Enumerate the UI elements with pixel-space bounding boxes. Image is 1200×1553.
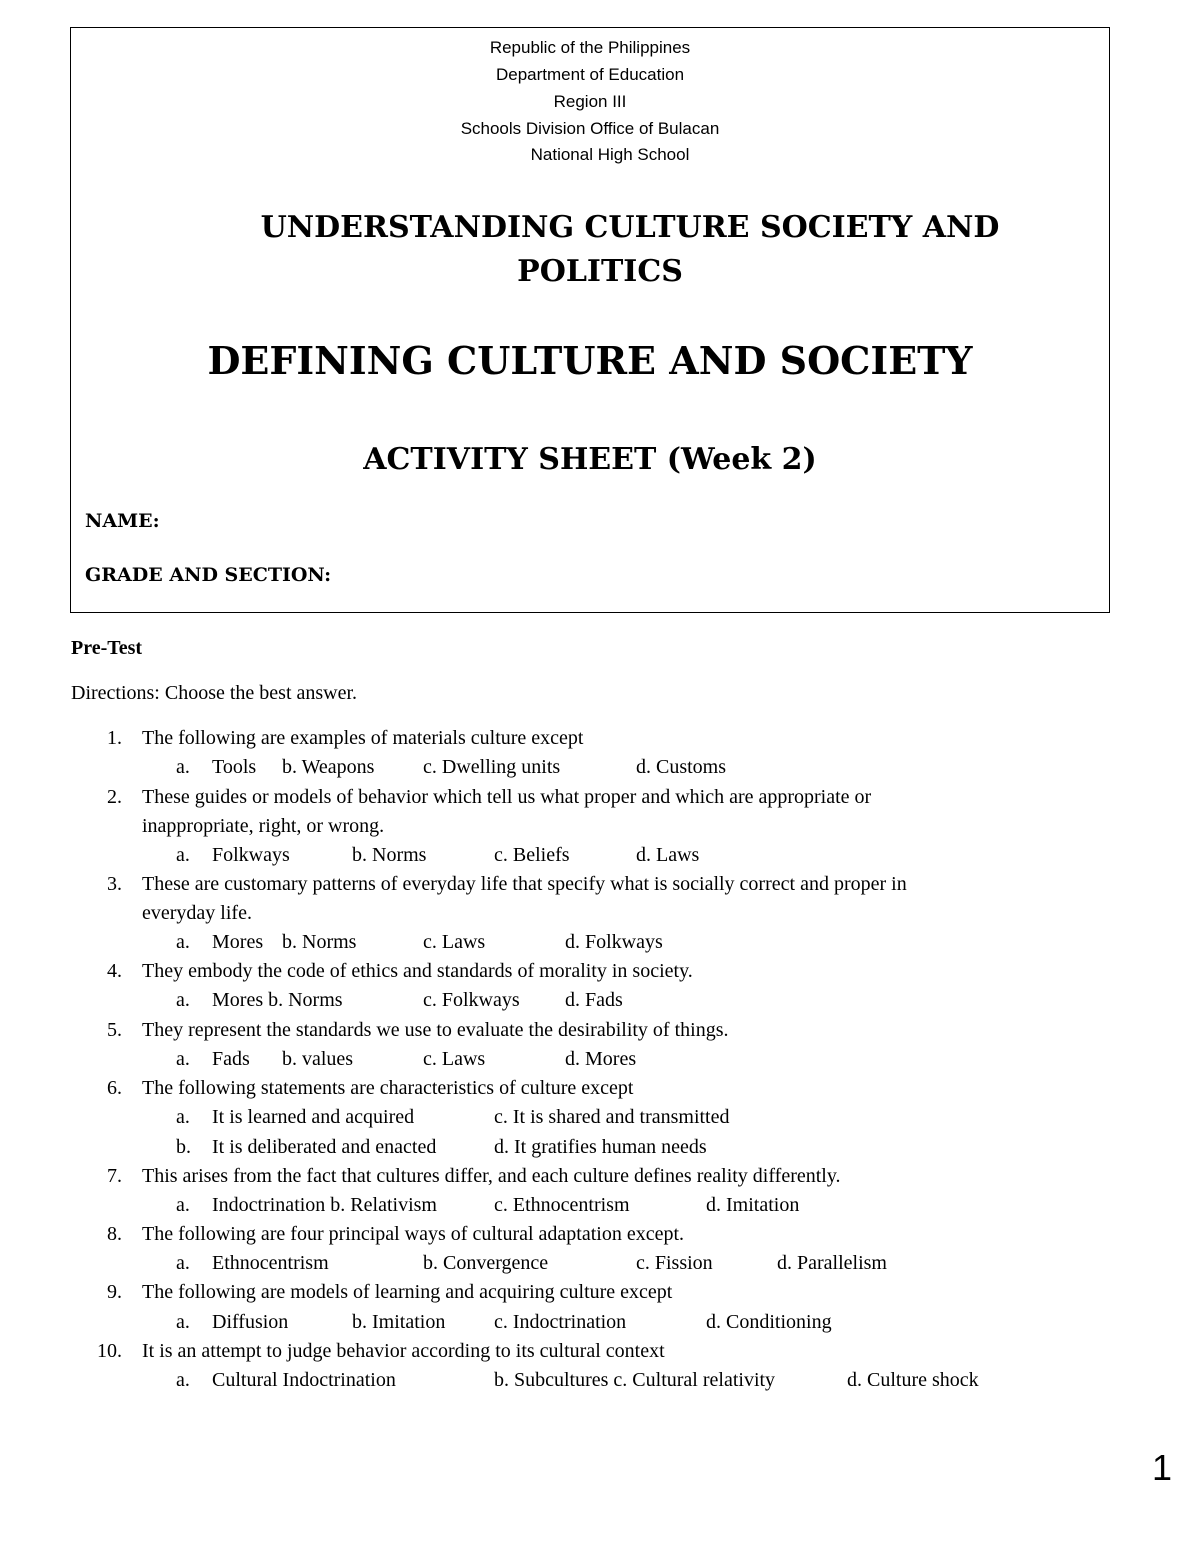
option-letter: a. xyxy=(176,1194,190,1216)
option: Cultural Indoctrination xyxy=(212,1369,396,1391)
option: b. Subcultures c. Cultural relativity xyxy=(494,1369,776,1391)
option: d. Fads xyxy=(565,989,623,1011)
option: b. values xyxy=(282,1048,354,1070)
question-text: This arises from the fact that cultures differ, and each culture defines reality differently. xyxy=(142,1165,841,1187)
question-text: The following are examples of materials culture except xyxy=(142,727,584,749)
topic-title: DEFINING CULTURE AND SOCIETY xyxy=(207,338,973,383)
option-letter: b. xyxy=(176,1136,191,1158)
page-number: 1 xyxy=(1152,1447,1173,1488)
option: Ethnocentrism xyxy=(212,1252,329,1274)
option-letter: a. xyxy=(176,989,190,1011)
option-letter: a. xyxy=(176,1252,190,1274)
option: b. Norms xyxy=(282,931,357,953)
option-letter: a. xyxy=(176,1369,190,1391)
header-division: Schools Division Office of Bulacan xyxy=(460,119,720,138)
question-number: 6. xyxy=(107,1077,122,1099)
option: c. Dwelling units xyxy=(423,756,561,778)
name-label: NAME: xyxy=(85,510,160,532)
question-number: 9. xyxy=(107,1281,122,1303)
option: d. Culture shock xyxy=(847,1369,979,1391)
question-text: They represent the standards we use to evaluate the desirability of things. xyxy=(142,1019,729,1041)
option: c. Folkways xyxy=(423,989,520,1011)
pretest-title: Pre-Test xyxy=(71,637,143,659)
option-letter: a. xyxy=(176,844,190,866)
question-text: The following are models of learning and acquiring culture except xyxy=(142,1281,673,1303)
question-number: 2. xyxy=(107,786,122,808)
option: b. Convergence xyxy=(423,1252,549,1274)
option: It is deliberated and enacted xyxy=(212,1136,437,1158)
option: c. Fission xyxy=(636,1252,713,1274)
option: b. Imitation xyxy=(352,1311,446,1333)
subject-title-line1: UNDERSTANDING CULTURE SOCIETY AND xyxy=(260,210,1000,245)
option: c. It is shared and transmitted xyxy=(494,1106,730,1128)
option: Mores b. Norms xyxy=(212,989,343,1011)
question-text: These are customary patterns of everyday life that specify what is socially correct and proper in xyxy=(142,873,907,895)
option: b. Weapons xyxy=(282,756,375,778)
option: b. Norms xyxy=(352,844,427,866)
option-letter: a. xyxy=(176,756,190,778)
question-number: 8. xyxy=(107,1223,122,1245)
option: c. Indoctrination xyxy=(494,1311,627,1333)
option: Diffusion xyxy=(212,1311,289,1333)
question-number: 4. xyxy=(107,960,122,982)
option: d. Conditioning xyxy=(706,1311,832,1333)
question-text: The following are four principal ways of cultural adaptation except. xyxy=(142,1223,685,1245)
option-letter: a. xyxy=(176,931,190,953)
header-school: National High School xyxy=(530,145,690,164)
option-letter: a. xyxy=(176,1311,190,1333)
question-text: These guides or models of behavior which tell us what proper and which are appropriate or xyxy=(142,786,872,808)
option: Mores xyxy=(212,931,264,953)
option: d. Folkways xyxy=(565,931,663,953)
question-number: 1. xyxy=(107,727,122,749)
option: Indoctrination b. Relativism xyxy=(212,1194,437,1216)
header-region: Region III xyxy=(553,92,627,111)
question-text: The following statements are characteristics of culture except xyxy=(142,1077,634,1099)
question-number: 7. xyxy=(107,1165,122,1187)
option: d. It gratifies human needs xyxy=(494,1136,707,1158)
option: c. Beliefs xyxy=(494,844,570,866)
directions: Directions: Choose the best answer. xyxy=(71,682,358,704)
option: c. Ethnocentrism xyxy=(494,1194,630,1216)
option: d. Mores xyxy=(565,1048,637,1070)
option-letter: a. xyxy=(176,1106,190,1128)
question-number: 3. xyxy=(107,873,122,895)
option: Tools xyxy=(212,756,257,778)
question-text-continued: everyday life. xyxy=(142,902,252,924)
option: c. Laws xyxy=(423,1048,486,1070)
option: Folkways xyxy=(212,844,290,866)
subject-title-line2: POLITICS xyxy=(517,254,683,289)
question-text: It is an attempt to judge behavior according to its cultural context xyxy=(142,1340,665,1362)
grade-section-label: GRADE AND SECTION: xyxy=(85,564,332,586)
option: d. Imitation xyxy=(706,1194,800,1216)
option: d. Parallelism xyxy=(777,1252,887,1274)
option: d. Laws xyxy=(636,844,700,866)
question-text-continued: inappropriate, right, or wrong. xyxy=(142,815,385,837)
question-number: 5. xyxy=(107,1019,122,1041)
header-box xyxy=(70,27,1110,613)
activity-title: ACTIVITY SHEET (Week 2) xyxy=(363,442,817,477)
header-country: Republic of the Philippines xyxy=(489,38,691,57)
option: d. Customs xyxy=(636,756,727,778)
option-letter: a. xyxy=(176,1048,190,1070)
question-text: They embody the code of ethics and standards of morality in society. xyxy=(142,960,693,982)
option: Fads xyxy=(212,1048,250,1070)
option: c. Laws xyxy=(423,931,486,953)
option: It is learned and acquired xyxy=(212,1106,415,1128)
question-number: 10. xyxy=(97,1340,122,1362)
header-department: Department of Education xyxy=(495,65,685,84)
